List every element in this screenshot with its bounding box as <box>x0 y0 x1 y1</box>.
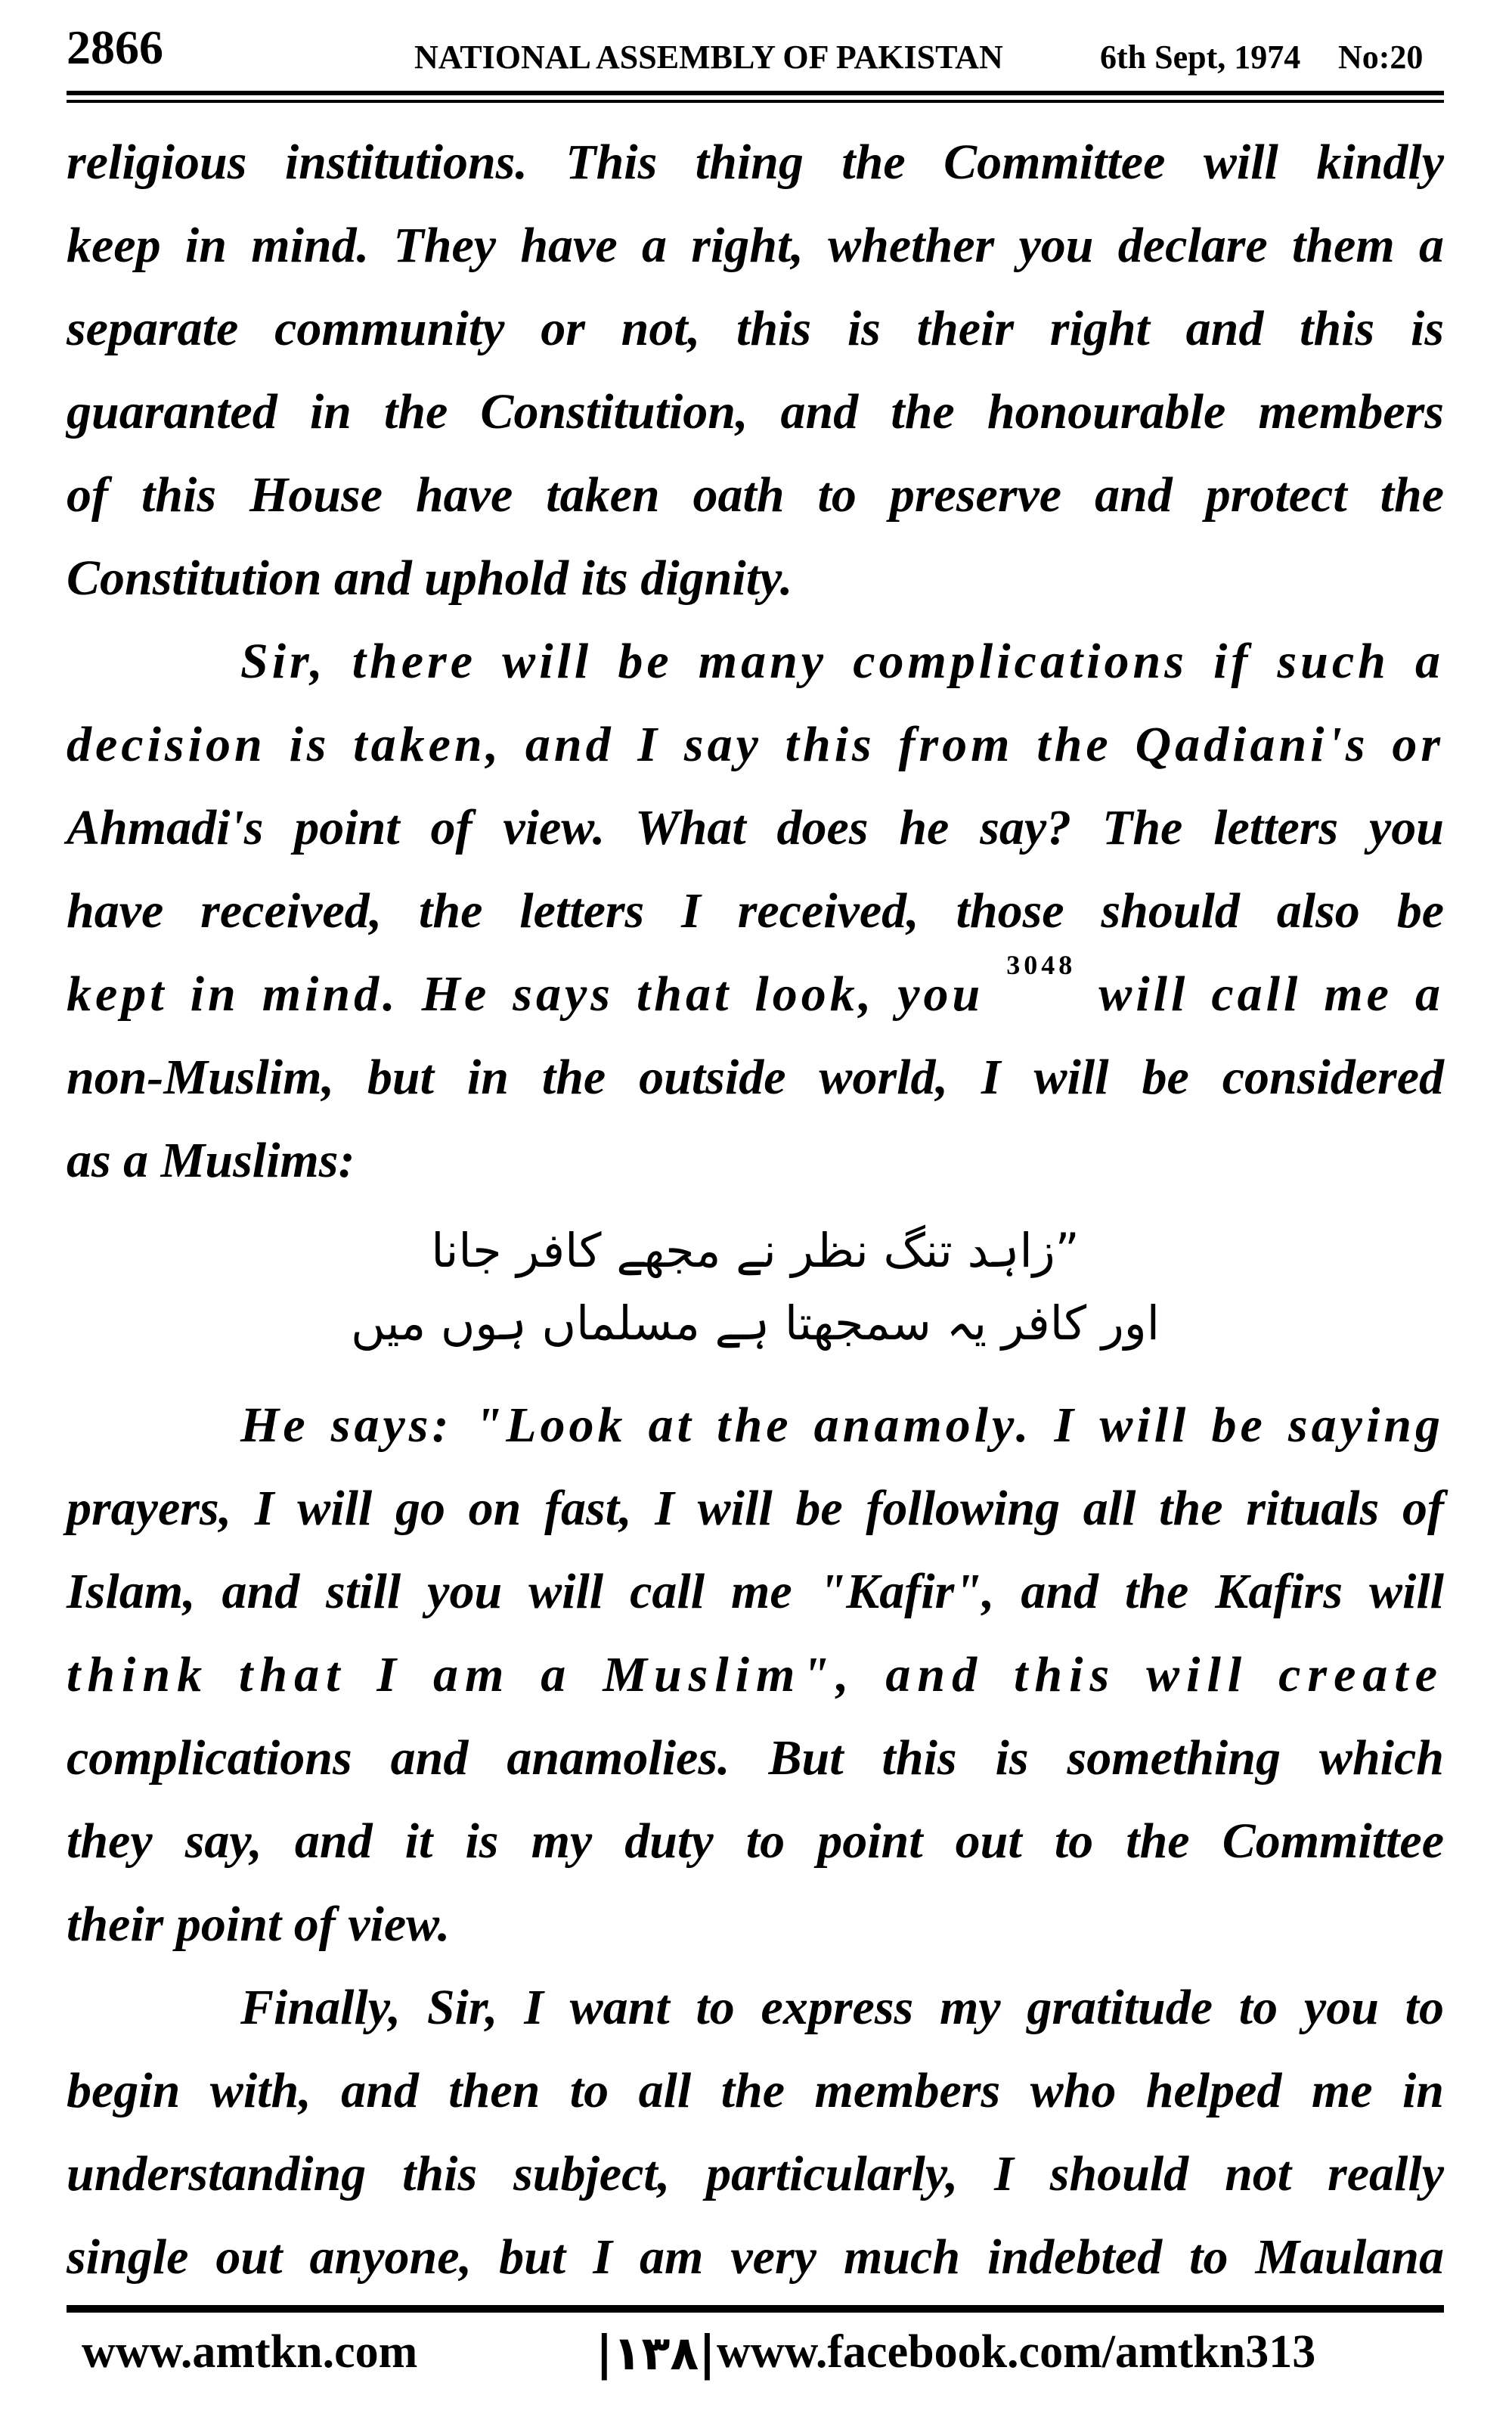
document-body-continued <box>67 1384 1444 2299</box>
text-segment: kept in mind. He says that look, you <box>67 966 984 1022</box>
marginal-number: 3048 <box>1006 950 1077 980</box>
text-line-with-marginal-number <box>67 950 1444 1036</box>
header-rule <box>67 91 1444 95</box>
text-line: they say, and it is my duty to point out to the Committee <box>67 1813 1444 1869</box>
text-line: as a Muslims: <box>67 1133 355 1188</box>
text-line: understanding this subject, particularly, I should not really <box>67 2146 1444 2201</box>
text-line: non-Muslim, but in the outside world, I will be considered <box>67 1050 1444 1105</box>
text-line: Sir, there will be many complications if such a <box>240 634 1444 689</box>
page-footer <box>67 2325 1444 2394</box>
text-line: Islam, and still you will call me "Kafir", and the Kafirs will <box>67 1564 1444 1619</box>
text-line: Finally, Sir, I want to express my gratitude to you to <box>240 1980 1444 2035</box>
text-line: think that I am a Muslim", and this will create <box>67 1647 1444 1702</box>
text-line: keep in mind. They have a right, whether you declare them a <box>67 218 1444 273</box>
text-line: decision is taken, and I say this from the Qadiani's or <box>67 717 1444 772</box>
text-line: Constitution and uphold its dignity. <box>67 551 793 606</box>
footer-page-marker: |۱۳۸| <box>596 2325 716 2381</box>
text-line: religious institutions. This thing the Committee will kindly <box>67 135 1444 190</box>
text-line: complications and anamolies. But this is something which <box>67 1730 1444 1786</box>
text-line: begin with, and then to all the members who helped me in <box>67 2063 1444 2118</box>
facebook-link[interactable]: www.facebook.com/amtkn313 <box>717 2326 1316 2378</box>
document-body <box>67 121 1444 1202</box>
header-rule-thin <box>67 100 1444 103</box>
header-issue-number: No:20 <box>1338 39 1424 76</box>
text-line: He says: "Look at the anamoly. I will be saying <box>240 1398 1444 1453</box>
text-line: separate community or not, this is their right and this is <box>67 301 1444 356</box>
text-line: have received, the letters I received, those should also be <box>67 883 1444 939</box>
urdu-verse-line: اور کافر یہ سمجھتا ہے مسلماں ہوں میں <box>351 1295 1160 1351</box>
website-link[interactable]: www.amtkn.com <box>82 2326 418 2378</box>
footer-rule <box>67 2305 1444 2313</box>
urdu-verse <box>67 1215 1444 1360</box>
text-line: of this House have taken oath to preserve and protect the <box>67 467 1444 523</box>
header-date: 6th Sept, 1974 <box>1100 39 1301 76</box>
page-header <box>0 0 1512 83</box>
text-line: prayers, I will go on fast, I will be following all the rituals of <box>67 1481 1444 1536</box>
urdu-verse-line: ”زاہد تنگ نظر نے مجھے کافر جانا <box>431 1223 1080 1278</box>
header-title: NATIONAL ASSEMBLY OF PAKISTAN <box>414 39 1003 76</box>
page-number: 2866 <box>67 20 163 74</box>
text-line: guaranted in the Constitution, and the honourable members <box>67 384 1444 439</box>
text-line: their point of view. <box>67 1897 451 1952</box>
text-line: single out anyone, but I am very much indebted to Maulana <box>67 2229 1444 2285</box>
text-line: Ahmadi's point of view. What does he say? The letters you <box>67 800 1444 855</box>
text-segment: will call me a <box>1098 966 1444 1022</box>
